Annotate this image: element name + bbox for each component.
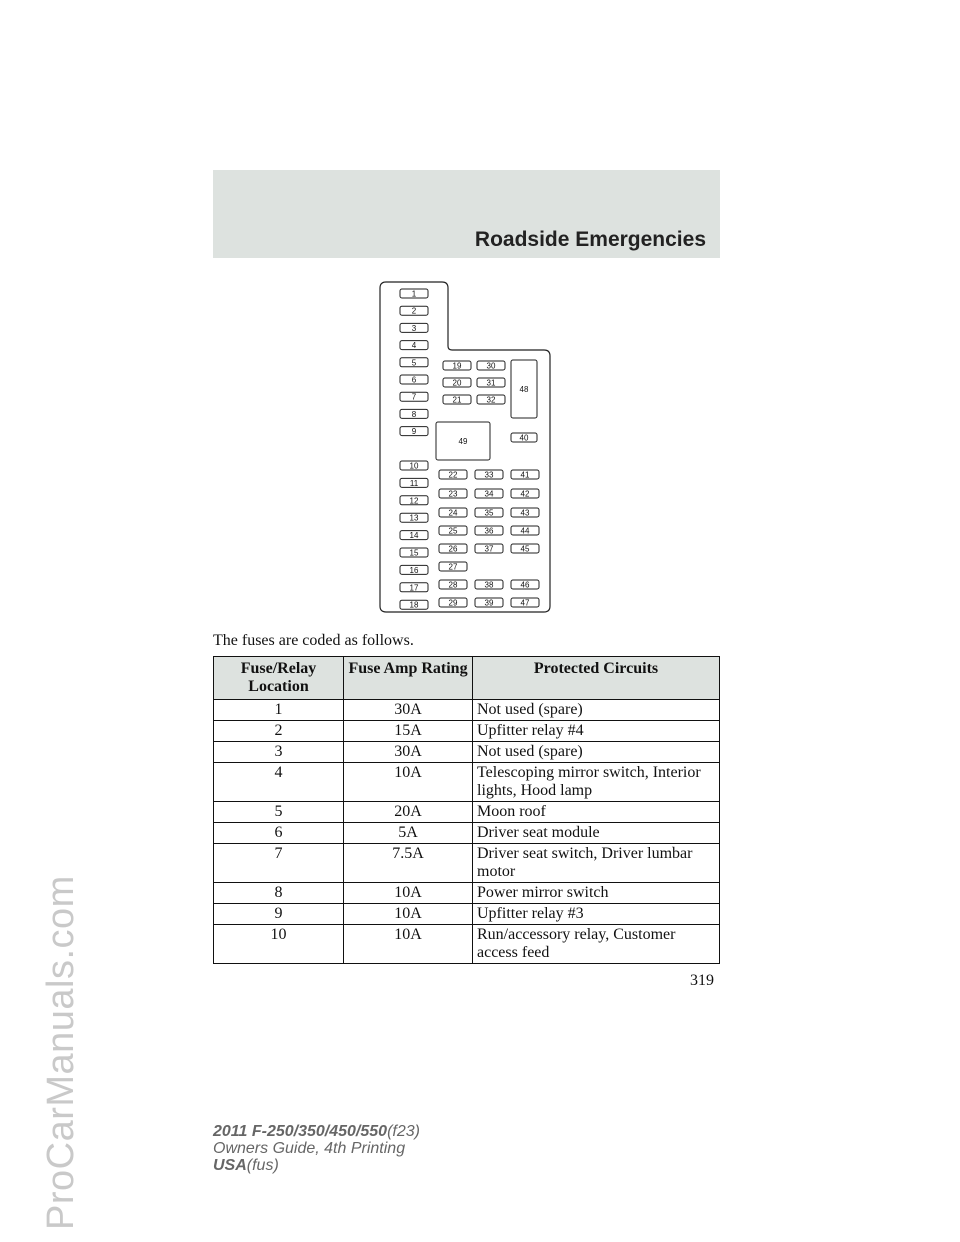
footer-line-2: Owners Guide, 4th Printing	[213, 1140, 406, 1157]
table-row	[214, 742, 720, 763]
fuse-33-label: 33	[484, 470, 494, 480]
fuse-23-label: 23	[448, 489, 458, 499]
footer-region-code: (fus)	[246, 1157, 279, 1174]
cell-amp: 30A	[344, 700, 473, 721]
fuse-30-label: 30	[486, 361, 496, 371]
cell-location: 3	[214, 742, 344, 763]
fuse-47-label: 47	[520, 598, 530, 608]
header-amp-rating: Fuse Amp Rating	[344, 657, 473, 700]
fuse-34-label: 34	[484, 489, 494, 499]
cell-circuits: Run/accessory relay, Customer access feed	[473, 925, 720, 964]
cell-amp: 20A	[344, 802, 473, 823]
cell-amp: 10A	[344, 883, 473, 904]
table-row	[214, 904, 720, 925]
cell-circuits: Moon roof	[473, 802, 720, 823]
table-row	[214, 823, 720, 844]
fuse-45-label: 45	[520, 544, 530, 554]
cell-circuits: Driver seat switch, Driver lumbar motor	[473, 844, 720, 883]
fuse-24-label: 24	[448, 508, 458, 518]
relay-49-label: 49	[458, 437, 468, 446]
fuse-43-label: 43	[520, 508, 530, 518]
fuse-20-label: 20	[452, 378, 462, 388]
fuse-14-label: 14	[409, 531, 419, 541]
cell-circuits: Not used (spare)	[473, 700, 720, 721]
fuse-35-label: 35	[484, 508, 494, 518]
cell-amp: 15A	[344, 721, 473, 742]
fuse-25-label: 25	[448, 526, 458, 536]
fuse-5-label: 5	[411, 358, 417, 368]
header-protected-circuits: Protected Circuits	[473, 657, 720, 700]
fuse-39-label: 39	[484, 598, 494, 608]
fuse-table-header-row	[214, 657, 720, 700]
fuse-18-label: 18	[409, 600, 419, 610]
fuse-4-label: 4	[411, 341, 417, 351]
cell-location: 5	[214, 802, 344, 823]
fuse-3-label: 3	[411, 323, 417, 333]
cell-amp: 10A	[344, 904, 473, 925]
fuse-1-label: 1	[411, 289, 417, 299]
table-row	[214, 763, 720, 802]
cell-circuits: Upfitter relay #4	[473, 721, 720, 742]
fuse-table	[213, 656, 720, 964]
table-row	[214, 721, 720, 742]
fuse-panel-svg	[378, 280, 554, 614]
cell-location: 2	[214, 721, 344, 742]
cell-location: 7	[214, 844, 344, 883]
fuse-44-label: 44	[520, 526, 530, 536]
cell-location: 8	[214, 883, 344, 904]
intro-text: The fuses are coded as follows.	[213, 632, 414, 649]
footer-region: USA	[213, 1157, 247, 1174]
cell-location: 10	[214, 925, 344, 964]
fuse-16-label: 16	[409, 565, 419, 575]
footer	[213, 1123, 420, 1174]
fuse-7-label: 7	[411, 392, 417, 402]
watermark: ProCarManuals.com	[40, 875, 82, 1230]
footer-model-code: (f23)	[387, 1123, 420, 1140]
fuse-27-label: 27	[448, 562, 458, 572]
fuse-42-label: 42	[520, 489, 530, 499]
fuse-28-label: 28	[448, 580, 458, 590]
fuse-9-label: 9	[411, 427, 417, 437]
fuse-11-label: 11	[409, 478, 419, 488]
cell-circuits: Telescoping mirror switch, Interior lights, Hood lamp	[473, 763, 720, 802]
fuse-40-label: 40	[519, 433, 529, 443]
table-row	[214, 844, 720, 883]
cell-location: 9	[214, 904, 344, 925]
fuse-panel-diagram	[378, 280, 554, 614]
cell-circuits: Driver seat module	[473, 823, 720, 844]
cell-circuits: Power mirror switch	[473, 883, 720, 904]
fuse-29-label: 29	[448, 598, 458, 608]
fuse-12-label: 12	[409, 496, 419, 506]
cell-location: 1	[214, 700, 344, 721]
cell-location: 4	[214, 763, 344, 802]
fuse-15-label: 15	[409, 548, 419, 558]
fuse-22-label: 22	[448, 470, 458, 480]
cell-location: 6	[214, 823, 344, 844]
fuse-37-label: 37	[484, 544, 494, 554]
cell-amp: 30A	[344, 742, 473, 763]
fuse-38-label: 38	[484, 580, 494, 590]
fuse-8-label: 8	[411, 409, 417, 419]
cell-circuits: Upfitter relay #3	[473, 904, 720, 925]
page-number: 319	[690, 972, 714, 989]
fuse-13-label: 13	[409, 513, 419, 523]
table-row	[214, 802, 720, 823]
table-row	[214, 925, 720, 964]
cell-amp: 5A	[344, 823, 473, 844]
fuse-19-label: 19	[452, 361, 462, 371]
table-row	[214, 883, 720, 904]
table-row	[214, 700, 720, 721]
footer-line-1	[213, 1123, 420, 1140]
fuse-21-label: 21	[452, 395, 462, 405]
fuse-17-label: 17	[409, 583, 419, 593]
cell-circuits: Not used (spare)	[473, 742, 720, 763]
cell-amp: 10A	[344, 925, 473, 964]
fuse-6-label: 6	[411, 375, 417, 385]
fuse-32-label: 32	[486, 395, 496, 405]
cell-amp: 7.5A	[344, 844, 473, 883]
fuse-2-label: 2	[411, 306, 417, 316]
fuse-26-label: 26	[448, 544, 458, 554]
section-header	[213, 170, 720, 258]
header-location: Fuse/Relay Location	[214, 657, 344, 700]
cell-amp: 10A	[344, 763, 473, 802]
fuse-31-label: 31	[486, 378, 496, 388]
fuse-36-label: 36	[484, 526, 494, 536]
fuse-41-label: 41	[520, 470, 530, 480]
section-title: Roadside Emergencies	[474, 228, 706, 251]
footer-line-3	[213, 1157, 420, 1174]
fuse-46-label: 46	[520, 580, 530, 590]
fuse-10-label: 10	[409, 461, 419, 471]
footer-model: 2011 F-250/350/450/550	[213, 1123, 388, 1140]
relay-48-label: 48	[519, 385, 529, 394]
